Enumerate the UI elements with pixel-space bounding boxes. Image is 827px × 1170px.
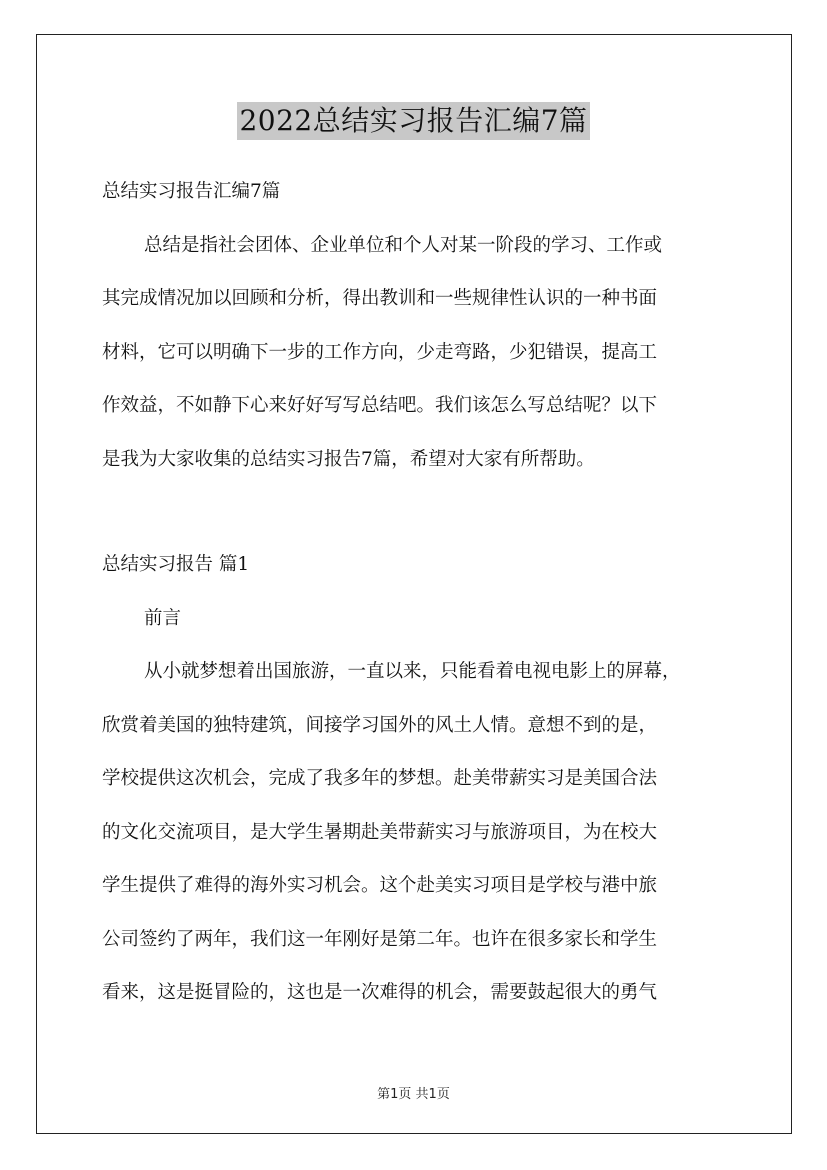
intro-line: 其完成情况加以回顾和分析，得出教训和一些规律性认识的一种书面 [102,288,658,309]
page-footer: 第1页 共1页 [377,1087,450,1102]
section-subheading: 前言 [144,607,182,629]
document-title: 2022总结实习报告汇编7篇 [237,102,589,140]
document-subtitle: 总结实习报告汇编7篇 [102,181,281,202]
body-line: 学校提供这次机会，完成了我多年的梦想。赴美带薪实习是美国合法 [102,768,658,789]
document-body [102,174,726,1029]
intro-line: 是我为大家收集的总结实习报告7篇，希望对大家有所帮助。 [102,448,595,470]
body-line: 从小就梦想着出国旅游，一直以来，只能看着电视电影上的屏幕， [144,661,681,682]
body-line: 学生提供了难得的海外实习机会。这个赴美实习项目是学校与港中旅 [102,875,658,896]
body-line: 公司签约了两年，我们这一年刚好是第二年。也许在很多家长和学生 [102,928,658,950]
intro-line: 总结是指社会团体、企业单位和个人对某一阶段的学习、工作或 [144,234,663,256]
body-line: 欣赏着美国的独特建筑，间接学习国外的风土人情。意想不到的是， [102,714,658,736]
body-line: 的文化交流项目，是大学生暑期赴美带薪实习与旅游项目，为在校大 [102,821,658,843]
body-line: 看来，这是挺冒险的，这也是一次难得的机会，需要鼓起很大的勇气 [102,982,658,1003]
intro-line: 材料，它可以明确下一步的工作方向，少走弯路，少犯错误，提高工 [102,341,658,363]
intro-line: 作效益，不如静下心来好好写写总结吧。我们该怎么写总结呢？以下 [102,395,658,416]
title-container [0,102,827,140]
section-heading: 总结实习报告 篇1 [102,554,250,575]
paragraph-gap [102,495,726,547]
